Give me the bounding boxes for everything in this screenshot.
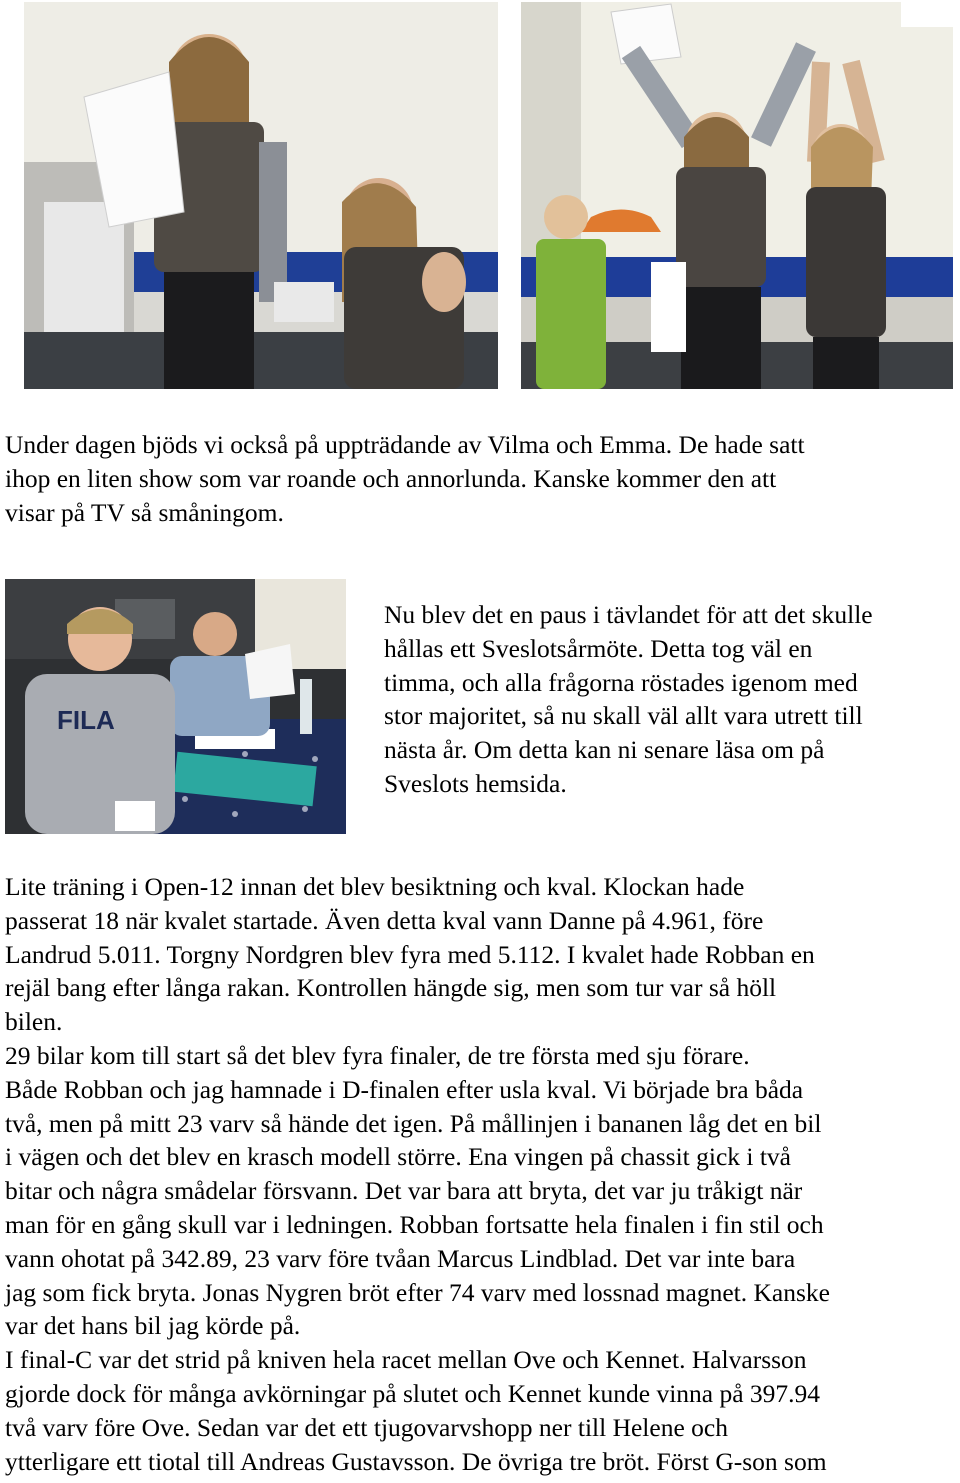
text-line: 29 bilar kom till start så det blev fyra finaler, de tre första med sju förare. — [5, 1040, 750, 1070]
text-line: två, men på mitt 23 varv så hände det igen. På mållinjen i bananen låg det en bil — [5, 1108, 822, 1138]
text-line: Nu blev det en paus i tävlandet för att det skulle — [384, 600, 873, 629]
photo-girls-performing-image — [24, 2, 498, 389]
text-line: vann ohotat på 342.89, 23 varv före tvåan Marcus Lindblad. Det var inte bara — [5, 1243, 796, 1273]
photo-men-at-table — [5, 579, 346, 834]
text-line: bilen. — [5, 1007, 63, 1037]
text-line: hållas ett Sveslotsårmöte. Detta tog väl en — [384, 633, 813, 663]
paragraph-annual-meeting — [384, 598, 954, 801]
text-line: gjorde dock för många avkörningar på slutet och Kennet kunde vinna på 397.94 — [5, 1378, 821, 1408]
text-line: i vägen och det blev en krasch modell större. Ena vingen på chassit gick i två — [5, 1142, 792, 1172]
text-line: Landrud 5.011. Torgny Nordgren blev fyra med 5.112. I kvalet hade Robban en — [5, 939, 815, 969]
text-line: Under dagen bjöds vi också på uppträdande av Vilma och Emma. De hade satt — [5, 430, 805, 459]
text-line: man för en gång skull var i ledningen. Robban fortsatte hela finalen i fin stil och — [5, 1209, 824, 1239]
paragraph-race-report — [5, 870, 960, 1478]
text-line: I final-C var det strid på kniven hela racet mellan Ove och Kennet. Halvarsson — [5, 1345, 807, 1375]
photo-men-at-table-image — [5, 579, 346, 834]
text-line: jag som fick bryta. Jonas Nygren bröt efter 74 varv med lossnad magnet. Kanske — [5, 1277, 830, 1307]
text-line: Både Robban och jag hamnade i D-finalen efter usla kval. Vi började bra båda — [5, 1074, 804, 1104]
photo-girls-performing — [24, 2, 498, 389]
text-line: ihop en liten show som var roande och annorlunda. Kanske kommer den att — [5, 463, 777, 493]
svg-text:FILA: FILA — [57, 705, 115, 735]
text-line: Sveslots hemsida. — [384, 768, 567, 798]
text-line: Lite träning i Open-12 innan det blev besiktning och kval. Klockan hade — [5, 872, 745, 901]
paragraph-performance — [5, 428, 950, 529]
text-line: visar på TV så småningom. — [5, 497, 284, 527]
text-line: stor majoritet, så nu skall väl allt vara utrett till — [384, 701, 863, 731]
text-line: timma, och alla frågorna röstades igenom med — [384, 667, 858, 697]
text-line: passerat 18 när kvalet startade. Även detta kval vann Danne på 4.961, före — [5, 905, 764, 935]
text-line: nästa år. Om detta kan ni senare läsa om på — [384, 735, 825, 765]
text-line: rejäl bang efter långa rakan. Kontrollen hängde sig, men som tur var så höll — [5, 973, 777, 1003]
text-line: var det hans bil jag körde på. — [5, 1311, 301, 1341]
photo-girls-cheering-image — [521, 2, 953, 389]
photo-girls-cheering — [521, 2, 953, 389]
text-line: två varv före Ove. Sedan var det ett tjugovarvshopp ner till Helene och — [5, 1412, 728, 1442]
text-line: bitar och några smådelar försvann. Det var bara att bryta, det var ju tråkigt när — [5, 1176, 803, 1206]
text-line: ytterligare ett tiotal till Andreas Gustavsson. De övriga tre bröt. Först G-son som — [5, 1446, 827, 1476]
